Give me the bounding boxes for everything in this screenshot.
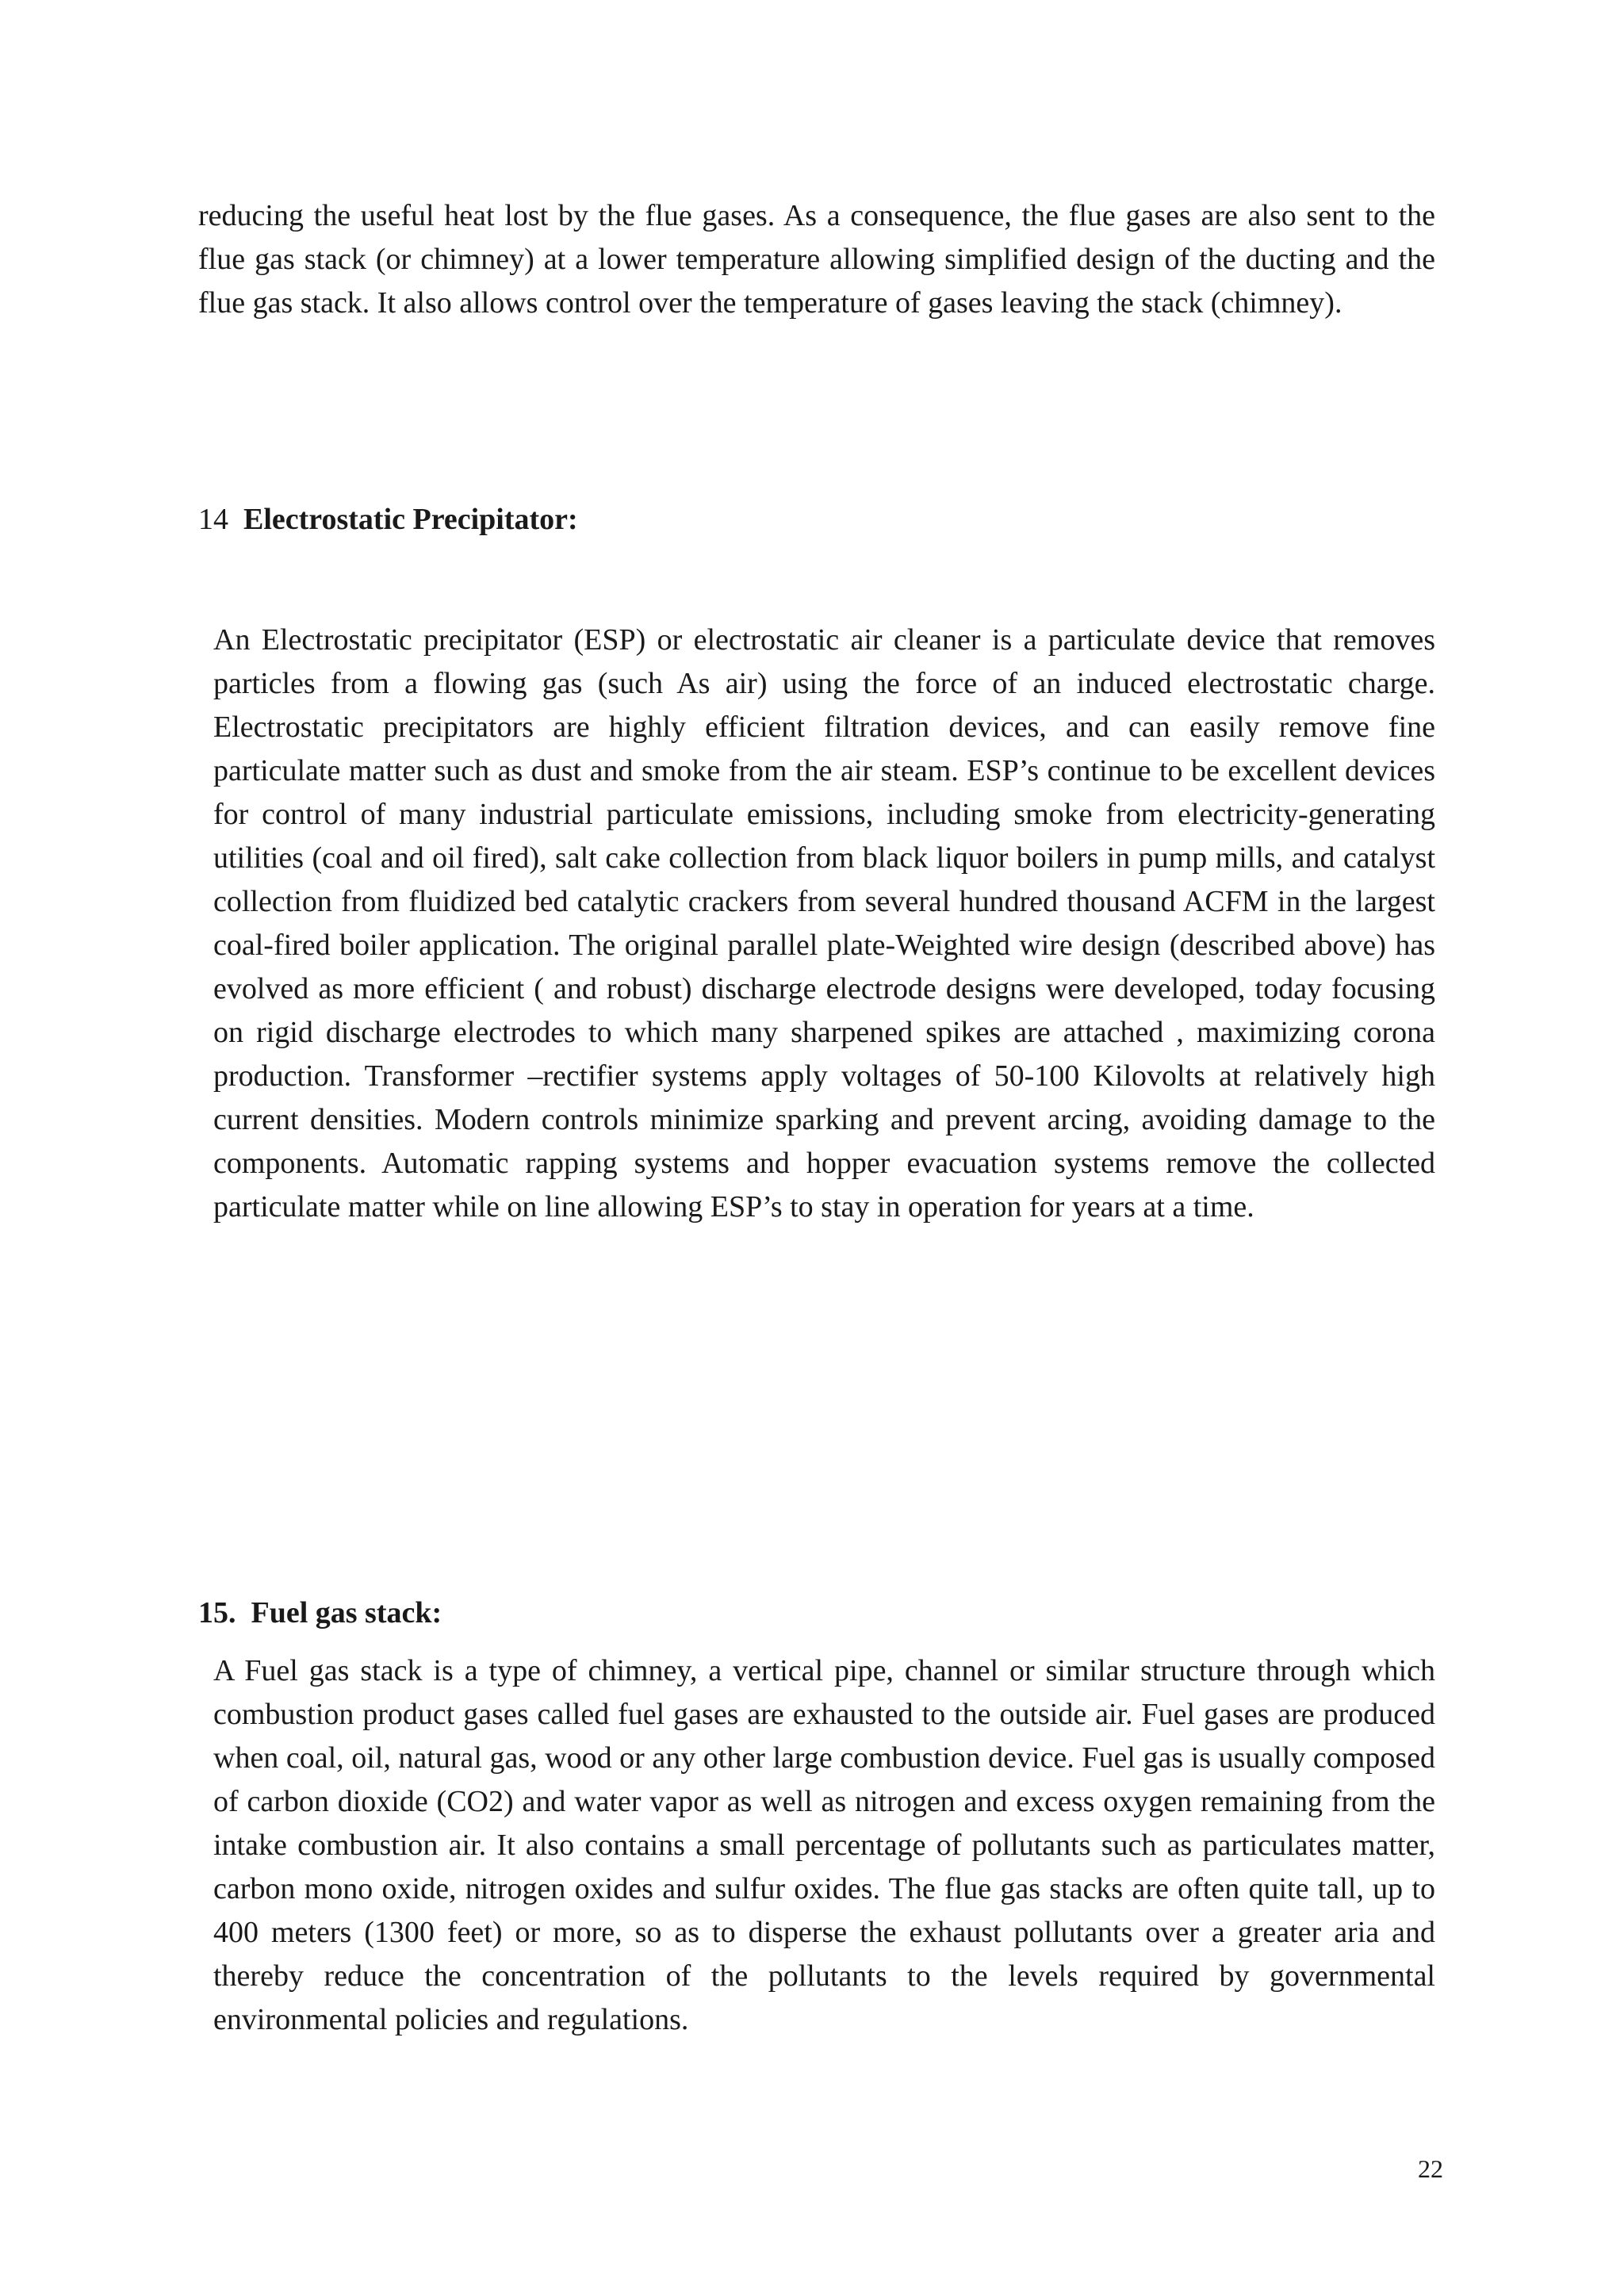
section-14-number: 14 bbox=[198, 503, 228, 536]
section-15-heading bbox=[198, 1591, 442, 1635]
page-number: 22 bbox=[1418, 2154, 1443, 2183]
section-14-body: An Electrostatic precipitator (ESP) or electrostatic air cleaner is a particulate device that removes particles from a flowing gas (such As air) using the force of an induced electrostatic charge. Electrostatic precipitators are highly efficient filtration devices, and can easily remove fine particulate matter such as dust and smoke from the air steam. ESP’s continue to be excellent devices for control of many industrial particulate emissions, including smoke from electricity-generating utilities (coal and oil fired), salt cake collection from black liquor boilers in pump mills, and catalyst collection from fluidized bed catalytic crackers from several hundred thousand ACFM in the largest coal-fired boiler application. The original parallel plate-Weighted wire design (described above) has evolved as more efficient ( and robust) discharge electrode designs were developed, today focusing on rigid discharge electrodes to which many sharpened spikes are attached , maximizing corona production. Transformer –rectifier systems apply voltages of 50-100 Kilovolts at relatively high current densities. Modern controls minimize sparking and prevent arcing, avoiding damage to the components. Automatic rapping systems and hopper evacuation systems remove the collected particulate matter while on line allowing ESP’s to stay in operation for years at a time. bbox=[213, 623, 1435, 1224]
section-15-title: Fuel gas stack: bbox=[251, 1596, 442, 1630]
intro-paragraph: reducing the useful heat lost by the flue gases. As a consequence, the flue gases are also sent to the flue gas stack (or chimney) at a lower temperature allowing simplified design of the ducting and the flue gas stack. It also allows control over the temperature of gases leaving the stack (chimney). bbox=[198, 199, 1435, 320]
section-14-title: Electrostatic Precipitator: bbox=[243, 503, 578, 536]
section-15-body: A Fuel gas stack is a type of chimney, a vertical pipe, channel or similar structure through which combustion product gases called fuel gases are exhausted to the outside air. Fuel gases are produced when coal, oil, natural gas, wood or any other large combustion device. Fuel gas is usually composed of carbon dioxide (CO2) and water vapor as well as nitrogen and excess oxygen remaining from the intake combustion air. It also contains a small percentage of pollutants such as particulates matter, carbon mono oxide, nitrogen oxides and sulfur oxides. The flue gas stacks are often quite tall, up to 400 meters (1300 feet) or more, so as to disperse the exhaust pollutants over a greater aria and thereby reduce the concentration of the pollutants to the levels required by governmental environmental policies and regulations. bbox=[213, 1654, 1435, 2036]
section-15-number: 15. bbox=[198, 1596, 236, 1630]
section-14-heading bbox=[198, 498, 578, 542]
